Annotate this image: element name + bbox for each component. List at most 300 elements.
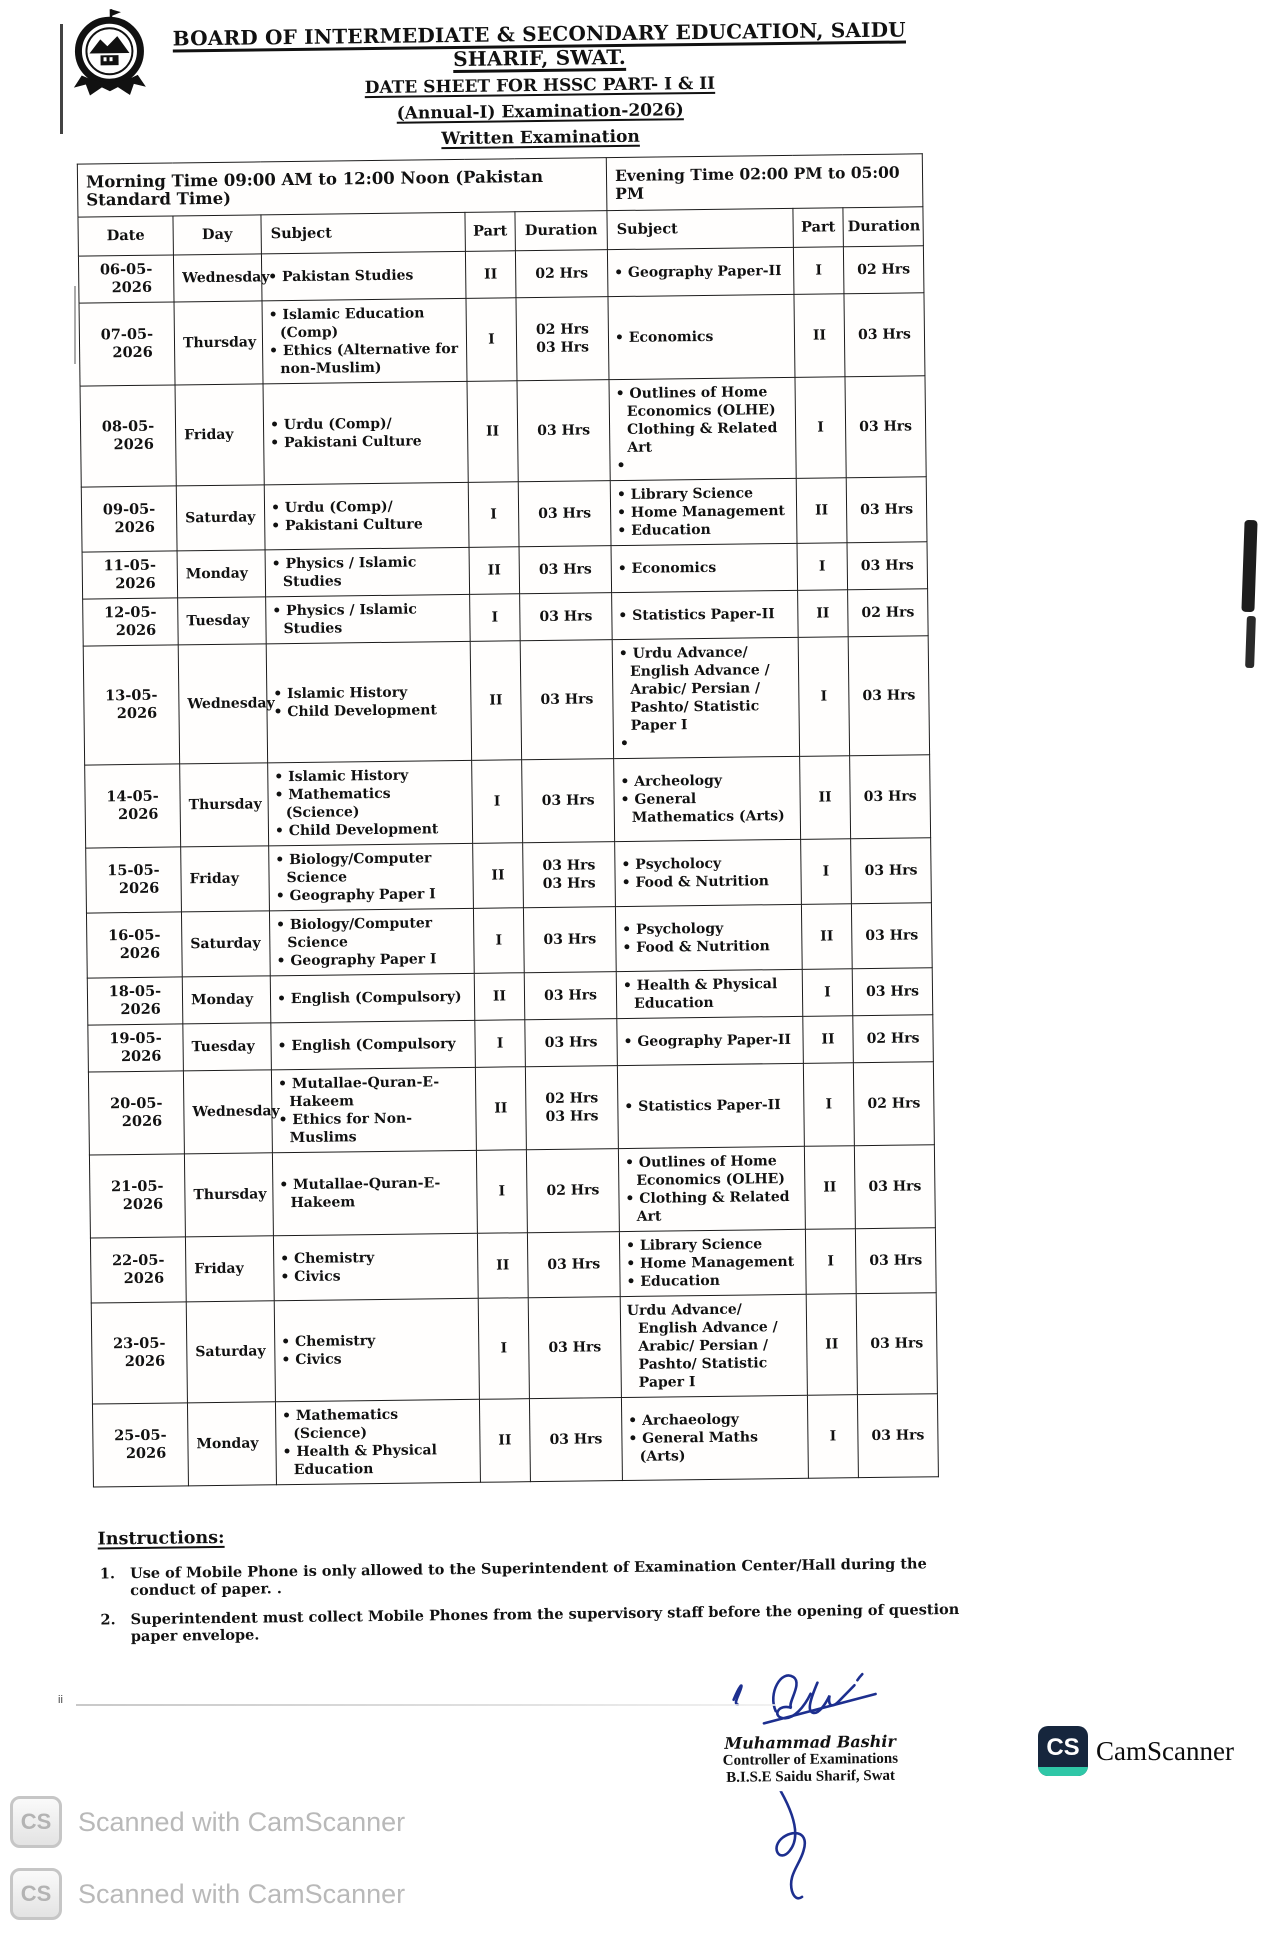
morning-part-cell [473, 843, 524, 909]
camscanner-ghost-icon [10, 1868, 62, 1920]
morning-subject-cell-line: • Civics [280, 1268, 341, 1286]
morning-duration-cell-line: 03 Hrs [537, 422, 591, 440]
evening-part-cell-line: II [812, 327, 827, 344]
morning-duration-cell-line: 03 Hrs [548, 1339, 602, 1356]
evening-part-cell [795, 377, 846, 479]
day-cell-line: Monday [196, 1435, 259, 1453]
morning-part-cell-line: II [494, 1100, 508, 1117]
date-cell-line: 13-05-2026 [105, 686, 158, 723]
day-cell-line: Wednesday [192, 1103, 280, 1121]
morning-part-cell-line: II [484, 266, 498, 283]
evening-duration-cell-line: 03 Hrs [865, 983, 920, 1001]
evening-subject-cell-line: • Psychology [622, 920, 724, 939]
morning-duration-cell [520, 593, 613, 641]
day-cell [183, 1023, 272, 1071]
camscanner-ghost-icon [10, 1796, 62, 1848]
evening-duration-cell-line: 03 Hrs [860, 501, 914, 519]
day-cell [184, 1153, 273, 1237]
evening-subject-cell [615, 839, 802, 906]
day-cell [181, 846, 270, 912]
morning-subject-cell-line: • Biology/Computer Science [276, 915, 433, 952]
evening-duration-cell-line: 03 Hrs [862, 687, 916, 705]
table-row [83, 636, 929, 765]
morning-subject-cell-line: • English (Compulsory) [276, 988, 462, 1008]
day-cell [174, 301, 263, 385]
morning-subject-cell [262, 298, 467, 383]
scanned-watermark-text: Scanned with CamScanner [78, 1878, 406, 1909]
evening-duration-cell [853, 1015, 934, 1063]
day-cell [175, 384, 264, 486]
evening-session-header: Evening Time 02:00 PM to 05:00 PM [606, 154, 923, 211]
morning-subject-cell-line: • Ethics (Alternative for non-Muslim) [269, 340, 459, 378]
morning-duration-cell-line: 03 Hrs [544, 1034, 598, 1051]
morning-part-cell-line: I [500, 1340, 508, 1357]
signatory-organization: B.I.S.E Saidu Sharif, Swat [726, 1767, 896, 1786]
evening-subject-cell-line: • Archeology [620, 772, 723, 791]
morning-duration-cell-line: 03 Hrs [545, 1108, 599, 1125]
table-row [92, 1394, 938, 1487]
morning-duration-cell [527, 1232, 620, 1298]
day-cell [176, 485, 265, 551]
table-row [80, 376, 926, 487]
evening-subject-cell-line: • Statistics Paper-II [624, 1097, 781, 1116]
date-cell [79, 302, 175, 386]
evening-duration-cell [851, 838, 932, 904]
signature-handwriting [717, 1657, 918, 1741]
day-cell-line: Thursday [188, 796, 262, 814]
morning-duration-cell-line: 02 Hrs [535, 265, 589, 283]
evening-duration-cell-line: 03 Hrs [868, 1178, 922, 1196]
scanned-watermark-text: Scanned with CamScanner [78, 1806, 406, 1837]
evening-duration-cell-line: 03 Hrs [864, 862, 918, 880]
morning-duration-cell-line: 03 Hrs [536, 339, 590, 357]
evening-part-cell [794, 294, 845, 378]
evening-subject-cell-line: • Geography Paper-II [623, 1031, 792, 1051]
date-cell-line: 19-05-2026 [109, 1029, 162, 1066]
evening-subject-cell-line: • Home Management [626, 1253, 795, 1272]
morning-subject-cell-line: • Islamic Education (Comp) [268, 305, 425, 342]
document-header [39, 0, 951, 154]
evening-part-cell [803, 1016, 854, 1064]
evening-duration-cell-line: 02 Hrs [867, 1095, 921, 1113]
evening-part-cell [804, 1146, 855, 1230]
evening-duration-cell [850, 755, 931, 839]
day-cell-line: Friday [184, 426, 234, 444]
day-cell [178, 597, 267, 645]
morning-duration-cell [523, 907, 616, 973]
camscanner-abbr: CS [20, 1809, 52, 1834]
column-header-subject: Subject [261, 212, 465, 253]
morning-part-cell-line: I [498, 1183, 506, 1200]
day-cell-line: Saturday [195, 1343, 266, 1361]
evening-subject-cell [609, 377, 796, 480]
morning-subject-cell-line: • Geography Paper I [276, 951, 437, 970]
morning-subject-cell-line: • Geography Paper I [275, 886, 436, 905]
date-cell [83, 598, 179, 646]
evening-subject-cell-line: • Economics [614, 328, 714, 347]
table-row [81, 477, 927, 552]
morning-subject-cell [261, 251, 466, 300]
date-cell-line: 25-05-2026 [114, 1426, 167, 1463]
camscanner-abbr: CS [20, 1881, 52, 1906]
morning-part-cell-line: II [496, 1257, 510, 1274]
morning-subject-cell-line: • Mutallae-Quran-E-Hakeem [279, 1175, 441, 1212]
evening-subject-cell-line: • Food & Nutrition [622, 938, 770, 957]
day-cell [177, 550, 266, 598]
morning-part-cell-line: I [491, 609, 499, 626]
evening-duration-cell-line: 02 Hrs [861, 604, 915, 622]
date-sheet-table [77, 153, 939, 1487]
morning-part-cell [466, 298, 517, 382]
evening-subject-cell-line: • Health & Physical Education [622, 976, 778, 1012]
evening-part-cell [802, 969, 853, 1017]
column-header-day: Day [173, 215, 261, 255]
morning-subject-cell-line: • Child Development [273, 702, 437, 721]
evening-subject-cell-line: • Education [617, 521, 711, 540]
day-cell-line: Friday [189, 870, 240, 888]
camscanner-abbr: CS [1046, 1734, 1080, 1761]
scanned-document [39, 0, 971, 1795]
date-cell [81, 486, 177, 552]
morning-subject-cell-line: • Physics / Islamic Studies [271, 554, 417, 591]
evening-duration-cell-line: 03 Hrs [857, 326, 911, 344]
morning-subject-cell [269, 908, 474, 975]
day-cell-line: Thursday [182, 334, 257, 352]
date-cell [85, 764, 181, 848]
day-cell-line: Tuesday [191, 1038, 255, 1056]
evening-subject-cell-line: • Archaeology [628, 1411, 739, 1429]
evening-part-cell-line: II [821, 1031, 835, 1048]
day-cell [180, 763, 269, 847]
date-cell [83, 645, 179, 765]
evening-part-cell-line: II [818, 789, 832, 806]
morning-part-cell [469, 547, 520, 595]
morning-part-cell-line: I [496, 1035, 504, 1052]
morning-duration-cell [528, 1297, 621, 1399]
morning-duration-cell-line: 03 Hrs [547, 1256, 601, 1273]
evening-duration-cell-line: 03 Hrs [865, 927, 919, 945]
morning-part-cell [472, 760, 523, 844]
morning-subject-cell-line: • English (Compulsory [277, 1036, 456, 1055]
morning-duration-cell [519, 546, 612, 594]
signatory-role: Controller of Examinations [722, 1750, 899, 1769]
date-cell [88, 1071, 184, 1155]
morning-subject-cell [270, 973, 475, 1022]
date-cell-line: 20-05-2026 [109, 1094, 163, 1131]
morning-subject-cell [265, 547, 470, 596]
evening-part-cell-line: I [824, 984, 831, 1001]
morning-session-header: Morning Time 09:00 AM to 12:00 Noon (Pakistan Standard Time) [77, 158, 607, 217]
date-cell [78, 255, 174, 303]
morning-duration-cell [523, 842, 616, 908]
instructions-section [98, 1519, 979, 1646]
table-row [79, 293, 925, 386]
evening-subject-cell [620, 1294, 807, 1397]
scan-artifact [76, 1704, 776, 1706]
evening-duration-cell [847, 542, 928, 590]
morning-subject-cell-line: • Islamic History [274, 767, 409, 786]
evening-part-cell [803, 1063, 854, 1147]
column-header-part: Part [465, 212, 515, 252]
evening-subject-cell [621, 1395, 808, 1480]
evening-duration-cell [851, 903, 932, 969]
day-cell [187, 1402, 276, 1486]
evening-part-cell [798, 637, 849, 757]
evening-part-cell-line: I [820, 688, 828, 705]
day-cell [181, 911, 270, 977]
morning-duration-cell [517, 380, 610, 482]
date-cell [82, 551, 178, 599]
table-row [85, 755, 931, 848]
scan-artifact [1241, 520, 1257, 612]
evening-part-cell-line: II [823, 1179, 837, 1196]
date-cell [88, 1024, 184, 1072]
morning-subject-cell [269, 843, 474, 910]
evening-part-cell [801, 904, 852, 970]
day-cell-line: Wednesday [187, 695, 275, 713]
scan-artifact [60, 24, 63, 134]
morning-subject-cell [274, 1298, 479, 1401]
date-cell [87, 977, 183, 1025]
morning-part-cell [475, 1067, 526, 1151]
evening-part-cell [807, 1395, 858, 1479]
evening-part-cell-line: I [827, 1253, 835, 1270]
evening-duration-cell-line: 03 Hrs [870, 1335, 924, 1353]
morning-part-cell [473, 908, 524, 974]
column-header-duration: Duration [515, 211, 607, 251]
evening-subject-cell [612, 637, 799, 758]
table-row [89, 1145, 935, 1238]
morning-duration-cell [529, 1398, 622, 1482]
table-row [86, 838, 932, 913]
evening-subject-cell-line: • Economics [617, 559, 717, 578]
morning-duration-cell [525, 1066, 618, 1150]
evening-part-cell-line: I [815, 262, 823, 279]
evening-subject-cell-line: • Statistics Paper-II [618, 606, 775, 625]
day-cell [183, 1070, 280, 1154]
morning-part-cell-line: I [495, 932, 503, 949]
morning-part-cell [476, 1150, 527, 1234]
date-cell-line: 21-05-2026 [111, 1177, 164, 1214]
morning-part-cell [478, 1298, 529, 1400]
evening-duration-cell [844, 293, 925, 377]
morning-duration-cell-line: 02 Hrs [535, 321, 589, 339]
morning-part-cell [465, 251, 516, 299]
date-cell [91, 1302, 187, 1404]
column-header-date: Date [78, 216, 173, 256]
morning-part-cell-line: II [498, 1432, 512, 1449]
morning-subject-cell-line: • Pakistani Culture [271, 516, 423, 535]
date-cell [86, 847, 182, 913]
morning-subject-cell-line: • Mutallae-Quran-E- Hakeem [277, 1074, 440, 1111]
scan-artifact: ii [58, 1694, 63, 1706]
day-cell-line: Tuesday [186, 612, 250, 630]
date-cell-line: 18-05-2026 [108, 982, 162, 1019]
morning-subject-cell-line: • Physics / Islamic Studies [272, 601, 417, 638]
day-cell [185, 1236, 274, 1302]
evening-part-cell [800, 756, 851, 840]
morning-duration-cell-line: 02 Hrs [545, 1090, 599, 1107]
morning-part-cell [470, 641, 521, 761]
day-cell-line: Wednesday [182, 269, 270, 287]
morning-duration-cell [525, 1019, 618, 1067]
evening-subject-cell [611, 543, 798, 592]
board-logo-icon [67, 7, 152, 104]
evening-duration-cell [843, 246, 924, 294]
evening-duration-cell [854, 1145, 935, 1229]
instruction-item: 1. Use of Mobile Phone is only allowed to the Superintendent of Examination Center/Hall during the conduct of paper. . [120, 1555, 978, 1599]
morning-part-cell [479, 1399, 530, 1483]
evening-part-cell-line: I [825, 1096, 833, 1113]
evening-subject-cell-line: • [616, 457, 626, 475]
date-cell-line: 22-05-2026 [111, 1251, 165, 1288]
morning-subject-cell-line: • Pakistani Culture [270, 433, 422, 452]
evening-duration-cell [855, 1228, 936, 1294]
evening-subject-cell [617, 1063, 804, 1148]
date-cell-line: 09-05-2026 [102, 500, 156, 537]
evening-subject-cell-line: • Geography Paper-II [614, 263, 782, 282]
evening-subject-cell [616, 969, 803, 1018]
morning-part-cell-line: I [493, 793, 501, 810]
date-cell-line: 15-05-2026 [107, 861, 160, 898]
scanned-watermark [10, 1796, 405, 1848]
morning-subject-cell-line: • Health & Physical Education [282, 1442, 438, 1479]
morning-subject-cell [264, 482, 469, 549]
morning-part-cell [477, 1233, 528, 1299]
morning-duration-cell-line: 03 Hrs [541, 792, 595, 809]
table-row [91, 1293, 937, 1404]
written-exam-title: Written Examination [441, 126, 640, 150]
morning-subject-cell [271, 1020, 476, 1069]
morning-duration-cell-line: 03 Hrs [539, 608, 593, 626]
column-header-evening-subject: Subject [607, 208, 793, 249]
morning-duration-cell [518, 481, 611, 547]
day-cell-line: Monday [185, 565, 248, 583]
evening-part-cell-line: I [818, 558, 826, 575]
evening-part-cell-line: I [817, 419, 824, 436]
evening-part-cell [801, 839, 852, 905]
morning-subject-cell-line: • Urdu (Comp)/ [269, 415, 392, 434]
morning-subject-cell-line: • Chemistry [280, 1250, 375, 1268]
camscanner-icon [1038, 1726, 1088, 1776]
evening-subject-cell-line: • Outlines of Home Economics (OLHE) [624, 1153, 786, 1189]
evening-duration-cell-line: 02 Hrs [866, 1030, 920, 1048]
morning-part-cell-line: II [492, 988, 507, 1005]
evening-subject-cell [607, 247, 794, 296]
evening-part-cell [793, 247, 844, 295]
day-cell [186, 1301, 275, 1403]
evening-part-cell [798, 590, 849, 638]
day-cell-line: Saturday [185, 509, 256, 527]
evening-subject-cell-line: • Urdu Advance/ English Advance / Arabic/ Persian / Pashto/ Statistic Paper I [618, 644, 770, 734]
evening-duration-cell [848, 636, 929, 756]
morning-part-cell-line: II [489, 692, 503, 709]
date-cell-line: 12-05-2026 [103, 603, 157, 640]
table-row [90, 1228, 936, 1303]
morning-subject-cell-line: • Pakistan Studies [268, 267, 414, 286]
morning-duration-cell-line: 03 Hrs [542, 875, 596, 892]
date-cell-line: 06-05-2026 [99, 260, 153, 297]
instructions-list [120, 1555, 979, 1645]
evening-subject-cell [617, 1016, 804, 1065]
morning-subject-cell [266, 641, 471, 762]
day-cell-line: Friday [194, 1260, 244, 1278]
date-cell-line: 11-05-2026 [103, 556, 157, 593]
morning-part-cell [468, 482, 519, 548]
evening-duration-cell-line: 03 Hrs [859, 418, 913, 436]
evening-duration-cell [856, 1293, 937, 1395]
date-cell-line: 08-05-2026 [101, 417, 155, 454]
date-cell [80, 385, 176, 487]
evening-part-cell [805, 1229, 856, 1295]
evening-duration-cell-line: 03 Hrs [863, 788, 917, 806]
evening-subject-cell-line: • Psycholocy [621, 855, 722, 874]
morning-part-cell [474, 973, 525, 1021]
day-cell-line: Monday [190, 991, 254, 1009]
morning-part-cell-line: II [485, 423, 500, 440]
table-row [88, 1062, 934, 1155]
morning-duration-cell-line: 03 Hrs [538, 561, 592, 579]
evening-subject-cell-line: • Library Science [616, 485, 754, 504]
evening-duration-cell-line: 03 Hrs [860, 557, 914, 575]
annual-title: (Annual-I) Examination-2026) [396, 100, 684, 124]
date-cell-line: 23-05-2026 [112, 1334, 166, 1371]
date-cell [86, 912, 182, 978]
evening-subject-cell-line: • Home Management [617, 503, 786, 522]
morning-duration-cell [522, 759, 615, 843]
morning-duration-cell-line: 03 Hrs [549, 1431, 603, 1448]
evening-duration-cell [852, 968, 933, 1016]
morning-subject-cell [272, 1150, 477, 1235]
evening-subject-cell-line: • Clothing & Related Art [625, 1188, 790, 1225]
evening-subject-cell [619, 1229, 806, 1296]
morning-subject-cell [268, 760, 473, 845]
evening-part-cell [797, 543, 848, 591]
evening-part-cell-line: II [814, 502, 829, 519]
evening-part-cell-line: I [822, 863, 830, 880]
date-cell-line: 16-05-2026 [107, 926, 161, 963]
morning-subject-cell-line: • Ethics for Non-Muslims [278, 1110, 413, 1147]
evening-duration-cell-line: 02 Hrs [857, 261, 911, 279]
table-row [86, 903, 932, 978]
evening-part-cell-line: II [820, 928, 834, 945]
morning-subject-cell-line: • Civics [281, 1351, 342, 1369]
evening-subject-cell-line: • Education [626, 1272, 720, 1290]
morning-duration-cell [516, 297, 609, 381]
morning-subject-cell [275, 1399, 480, 1484]
board-title: BOARD OF INTERMEDIATE & SECONDARY EDUCATION, SAIDU SHARIF, SWAT. [172, 17, 906, 72]
morning-part-cell-line: I [488, 331, 495, 348]
morning-duration-cell [526, 1149, 619, 1233]
morning-subject-cell [263, 381, 468, 484]
evening-subject-cell-line: • Library Science [625, 1236, 763, 1254]
evening-subject-cell [610, 478, 797, 545]
instruction-item: 2. Superintendent must collect Mobile Phones from the supervisory staff before the opening of question paper envelope. [121, 1601, 979, 1645]
evening-duration-cell [845, 376, 926, 478]
morning-part-cell-line: II [487, 562, 501, 579]
morning-subject-cell [273, 1233, 478, 1300]
morning-duration-cell-line: 03 Hrs [538, 505, 592, 523]
date-cell-line: 07-05-2026 [100, 325, 154, 362]
signatory-name: Muhammad Bashir [724, 1731, 896, 1753]
morning-duration-cell [520, 640, 613, 760]
day-cell-line: Saturday [190, 935, 261, 953]
morning-duration-cell-line: 03 Hrs [540, 691, 594, 709]
evening-part-cell-line: II [816, 605, 830, 622]
day-cell [182, 976, 271, 1024]
morning-part-cell-line: I [490, 506, 498, 523]
evening-part-cell-line: I [829, 1428, 837, 1445]
